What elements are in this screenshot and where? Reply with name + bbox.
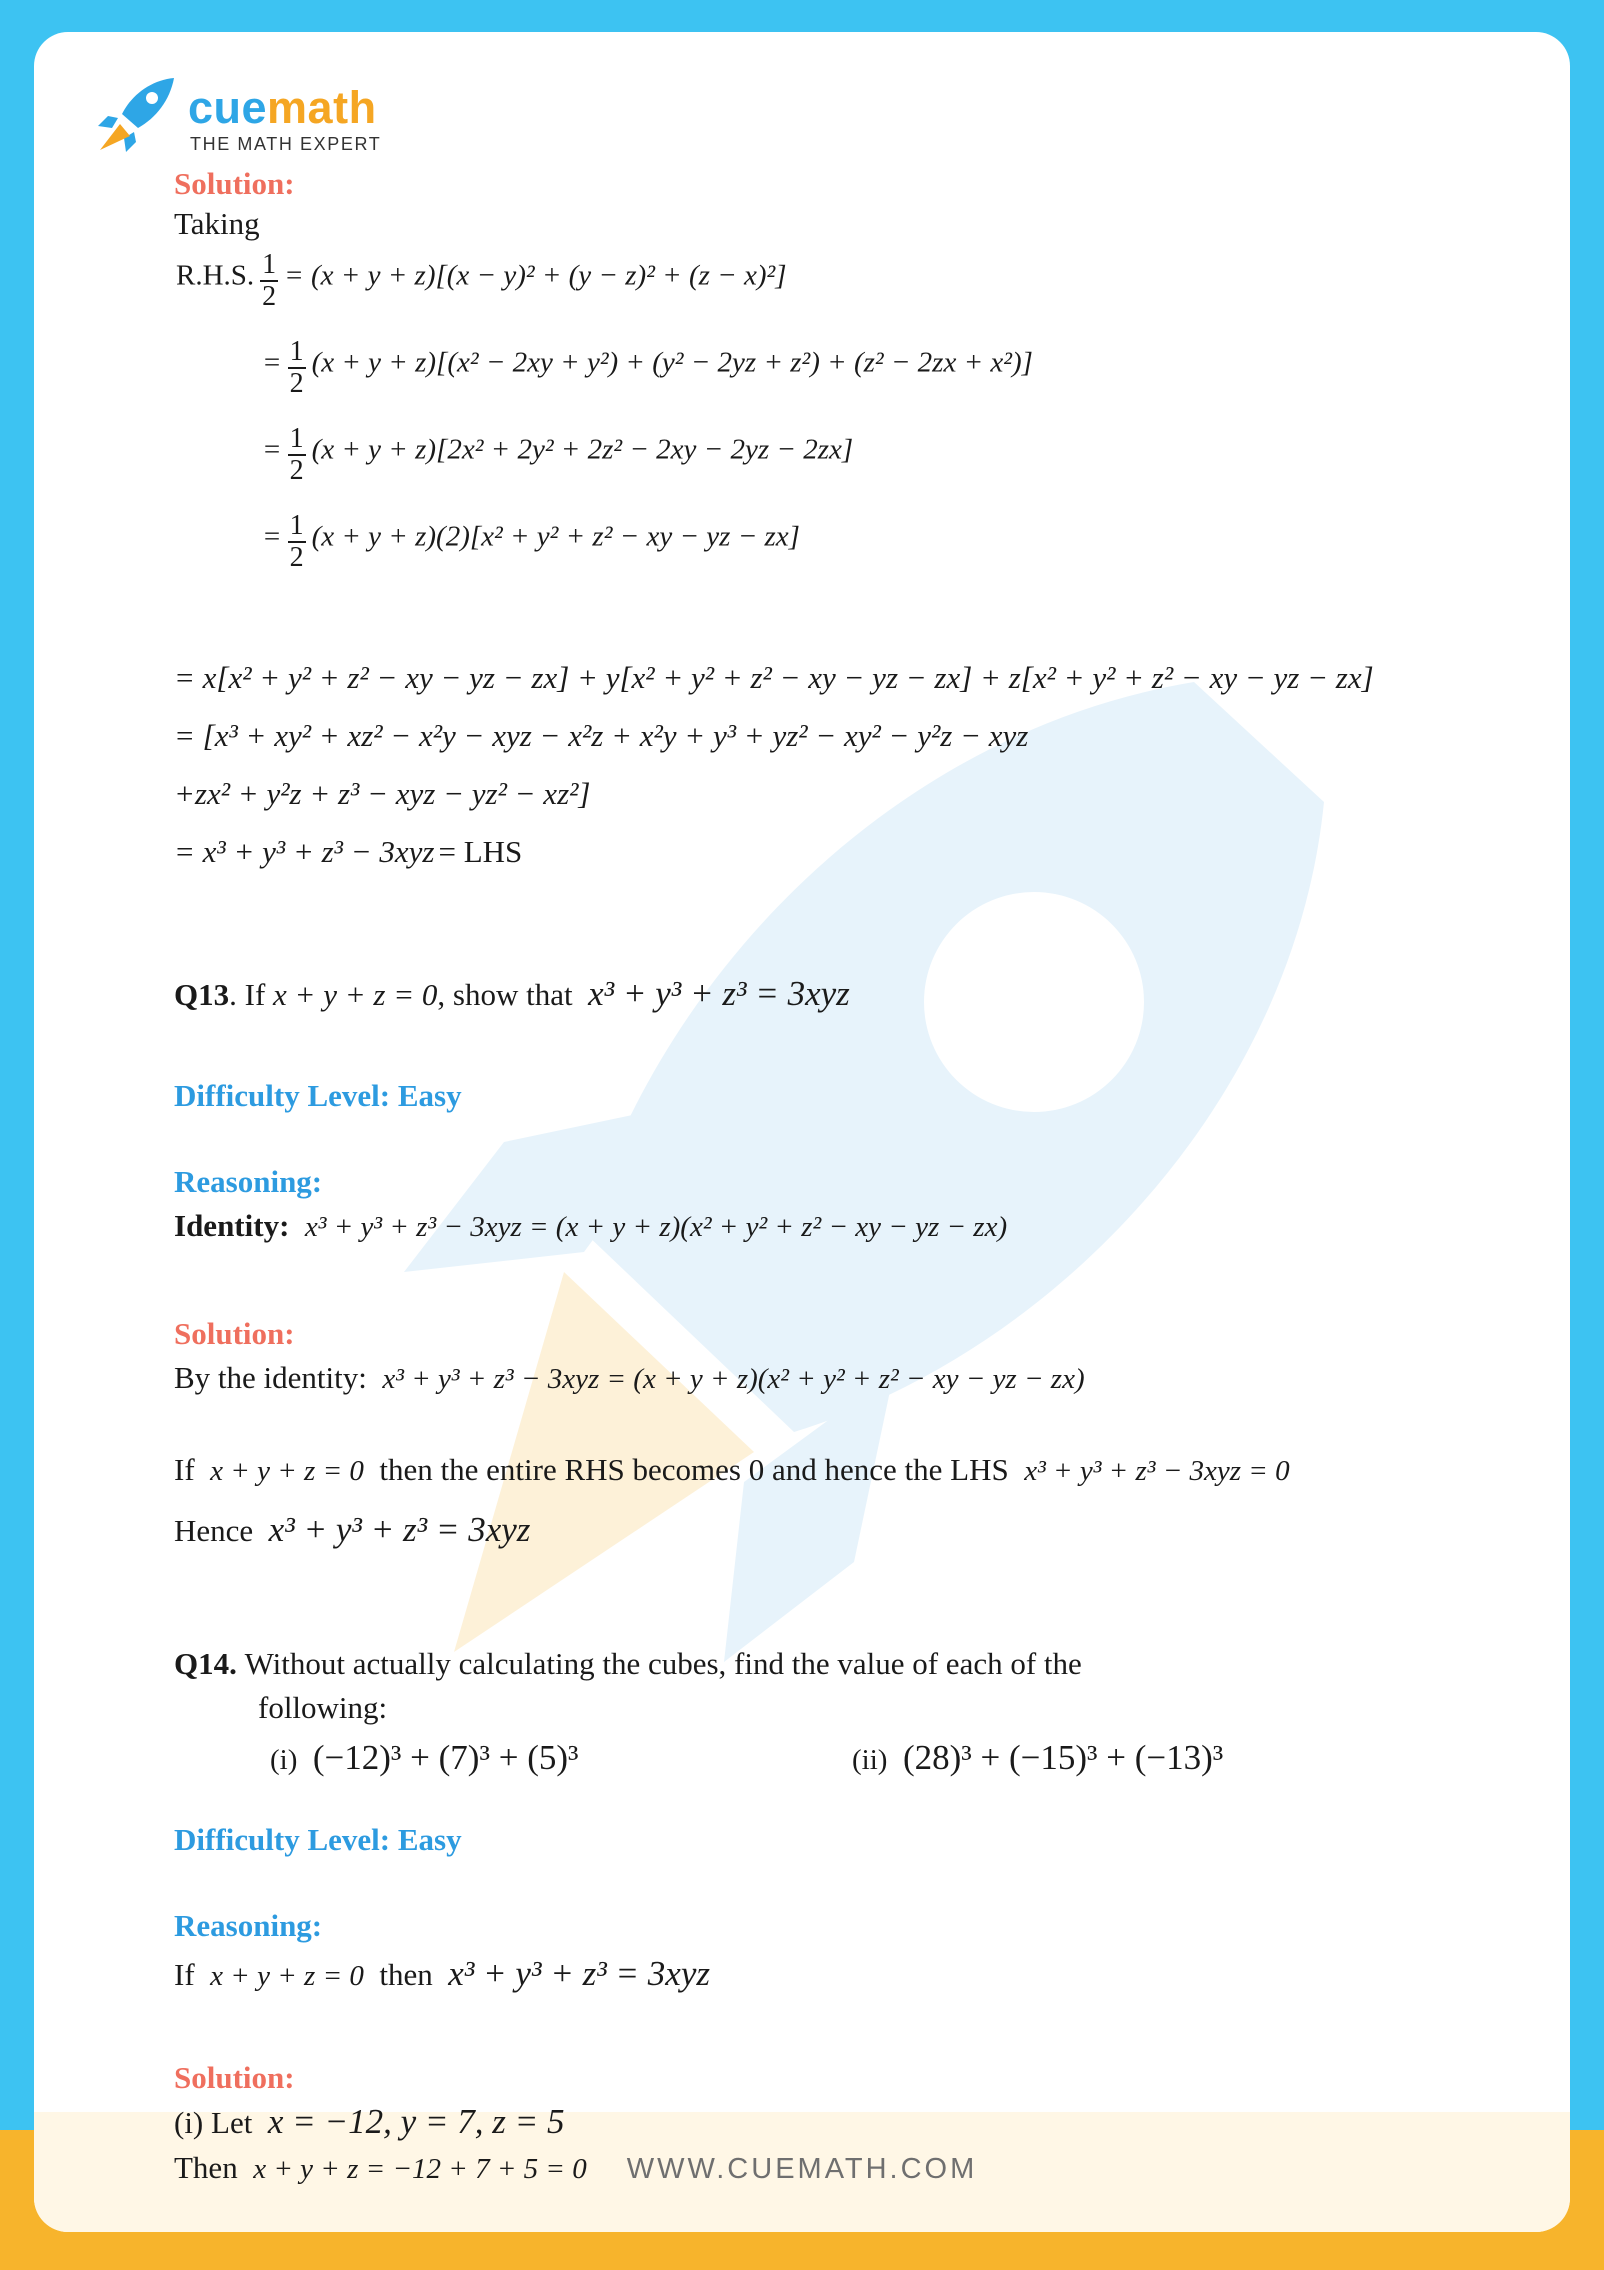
q14-part-i: (i) (−12)³ + (7)³ + (5)³ (270, 1738, 579, 1777)
q14-part-ii: (ii) (28)³ + (−15)³ + (−13)³ (852, 1738, 1224, 1777)
q14-difficulty: Difficulty Level: Easy (174, 1822, 462, 1857)
q14-question-line-2: following: (258, 1690, 388, 1725)
rocket-watermark-icon (334, 672, 1334, 1722)
q13-solution-label: Solution: (174, 1316, 295, 1351)
q13-question: Q13. If x + y + z = 0, show that x³ + y³ + z³ = 3xyz (174, 974, 850, 1013)
expansion-line-3: +zx² + y²z + z³ − xyz − yz² − xz²] (174, 776, 591, 811)
q14-solution-label: Solution: (174, 2060, 295, 2095)
brand-wordmark: cuemath (188, 82, 377, 133)
brand-tagline: THE MATH EXPERT (190, 134, 382, 154)
q14-reasoning-label: Reasoning: (174, 1908, 323, 1943)
q14-question-line-1: Q14. Without actually calculating the cubes, find the value of each of the (174, 1646, 1082, 1681)
taking-text: Taking (174, 206, 260, 241)
q13-by-identity: By the identity: x³ + y³ + z³ − 3xyz = (x + y + z)(x² + y² + z² − xy − yz − zx) (174, 1360, 1085, 1395)
cuemath-rocket-icon (90, 74, 180, 154)
expansion-line-4: = x³ + y³ + z³ − 3xyz = LHS (174, 834, 523, 869)
footer-url: WWW.CUEMATH.COM (626, 2153, 978, 2185)
rhs-step-4: = $\frac{1}{2}$ (x + y + z)(2)[x² + y² + z² − xy − yz − zx] (262, 510, 800, 573)
expansion-line-1: = x[x² + y² + z² − xy − yz − zx] + y[x² + y² + z² − xy − yz − zx] + z[x² + y² + z² − xy − yz − zx] (174, 660, 1374, 695)
q13-if-line: If x + y + z = 0 then the entire RHS becomes 0 and hence the LHS x³ + y³ + z³ − 3xyz = 0 (174, 1452, 1290, 1487)
q13-hence-line: Hence x³ + y³ + z³ = 3xyz (174, 1510, 531, 1549)
rhs-step-2: = $\frac{1}{2}$ (x + y + z)[(x² − 2xy + y²) + (y² − 2yz + z²) + (z² − 2zx + x²)] (262, 336, 1033, 399)
expansion-line-2: = [x³ + xy² + xz² − x²y − xyz − x²z + x²y + y³ + yz² − xy² − y²z − xyz (174, 718, 1029, 753)
q13-reasoning-label: Reasoning: (174, 1164, 323, 1199)
q13-identity: Identity: x³ + y³ + z³ − 3xyz = (x + y + z)(x² + y² + z² − xy − yz − zx) (174, 1208, 1008, 1243)
page-card (34, 32, 1570, 2232)
solution-label: Solution: (174, 166, 295, 201)
rhs-step-1: R.H.S. $\frac{1}{2}$ = (x + y + z)[(x − y)² + (y − z)² + (z − x)²] (176, 249, 787, 312)
q13-difficulty: Difficulty Level: Easy (174, 1078, 462, 1113)
q14-then-line: Then x + y + z = −12 + 7 + 5 = 0 (174, 2150, 587, 2185)
rhs-step-3: = $\frac{1}{2}$ (x + y + z)[2x² + 2y² + 2z² − 2xy − 2yz − 2zx] (262, 423, 854, 486)
q14-reasoning-line: If x + y + z = 0 then x³ + y³ + z³ = 3xyz (174, 1954, 710, 1993)
q14-let-line: (i) Let x = −12, y = 7, z = 5 (174, 2102, 565, 2141)
